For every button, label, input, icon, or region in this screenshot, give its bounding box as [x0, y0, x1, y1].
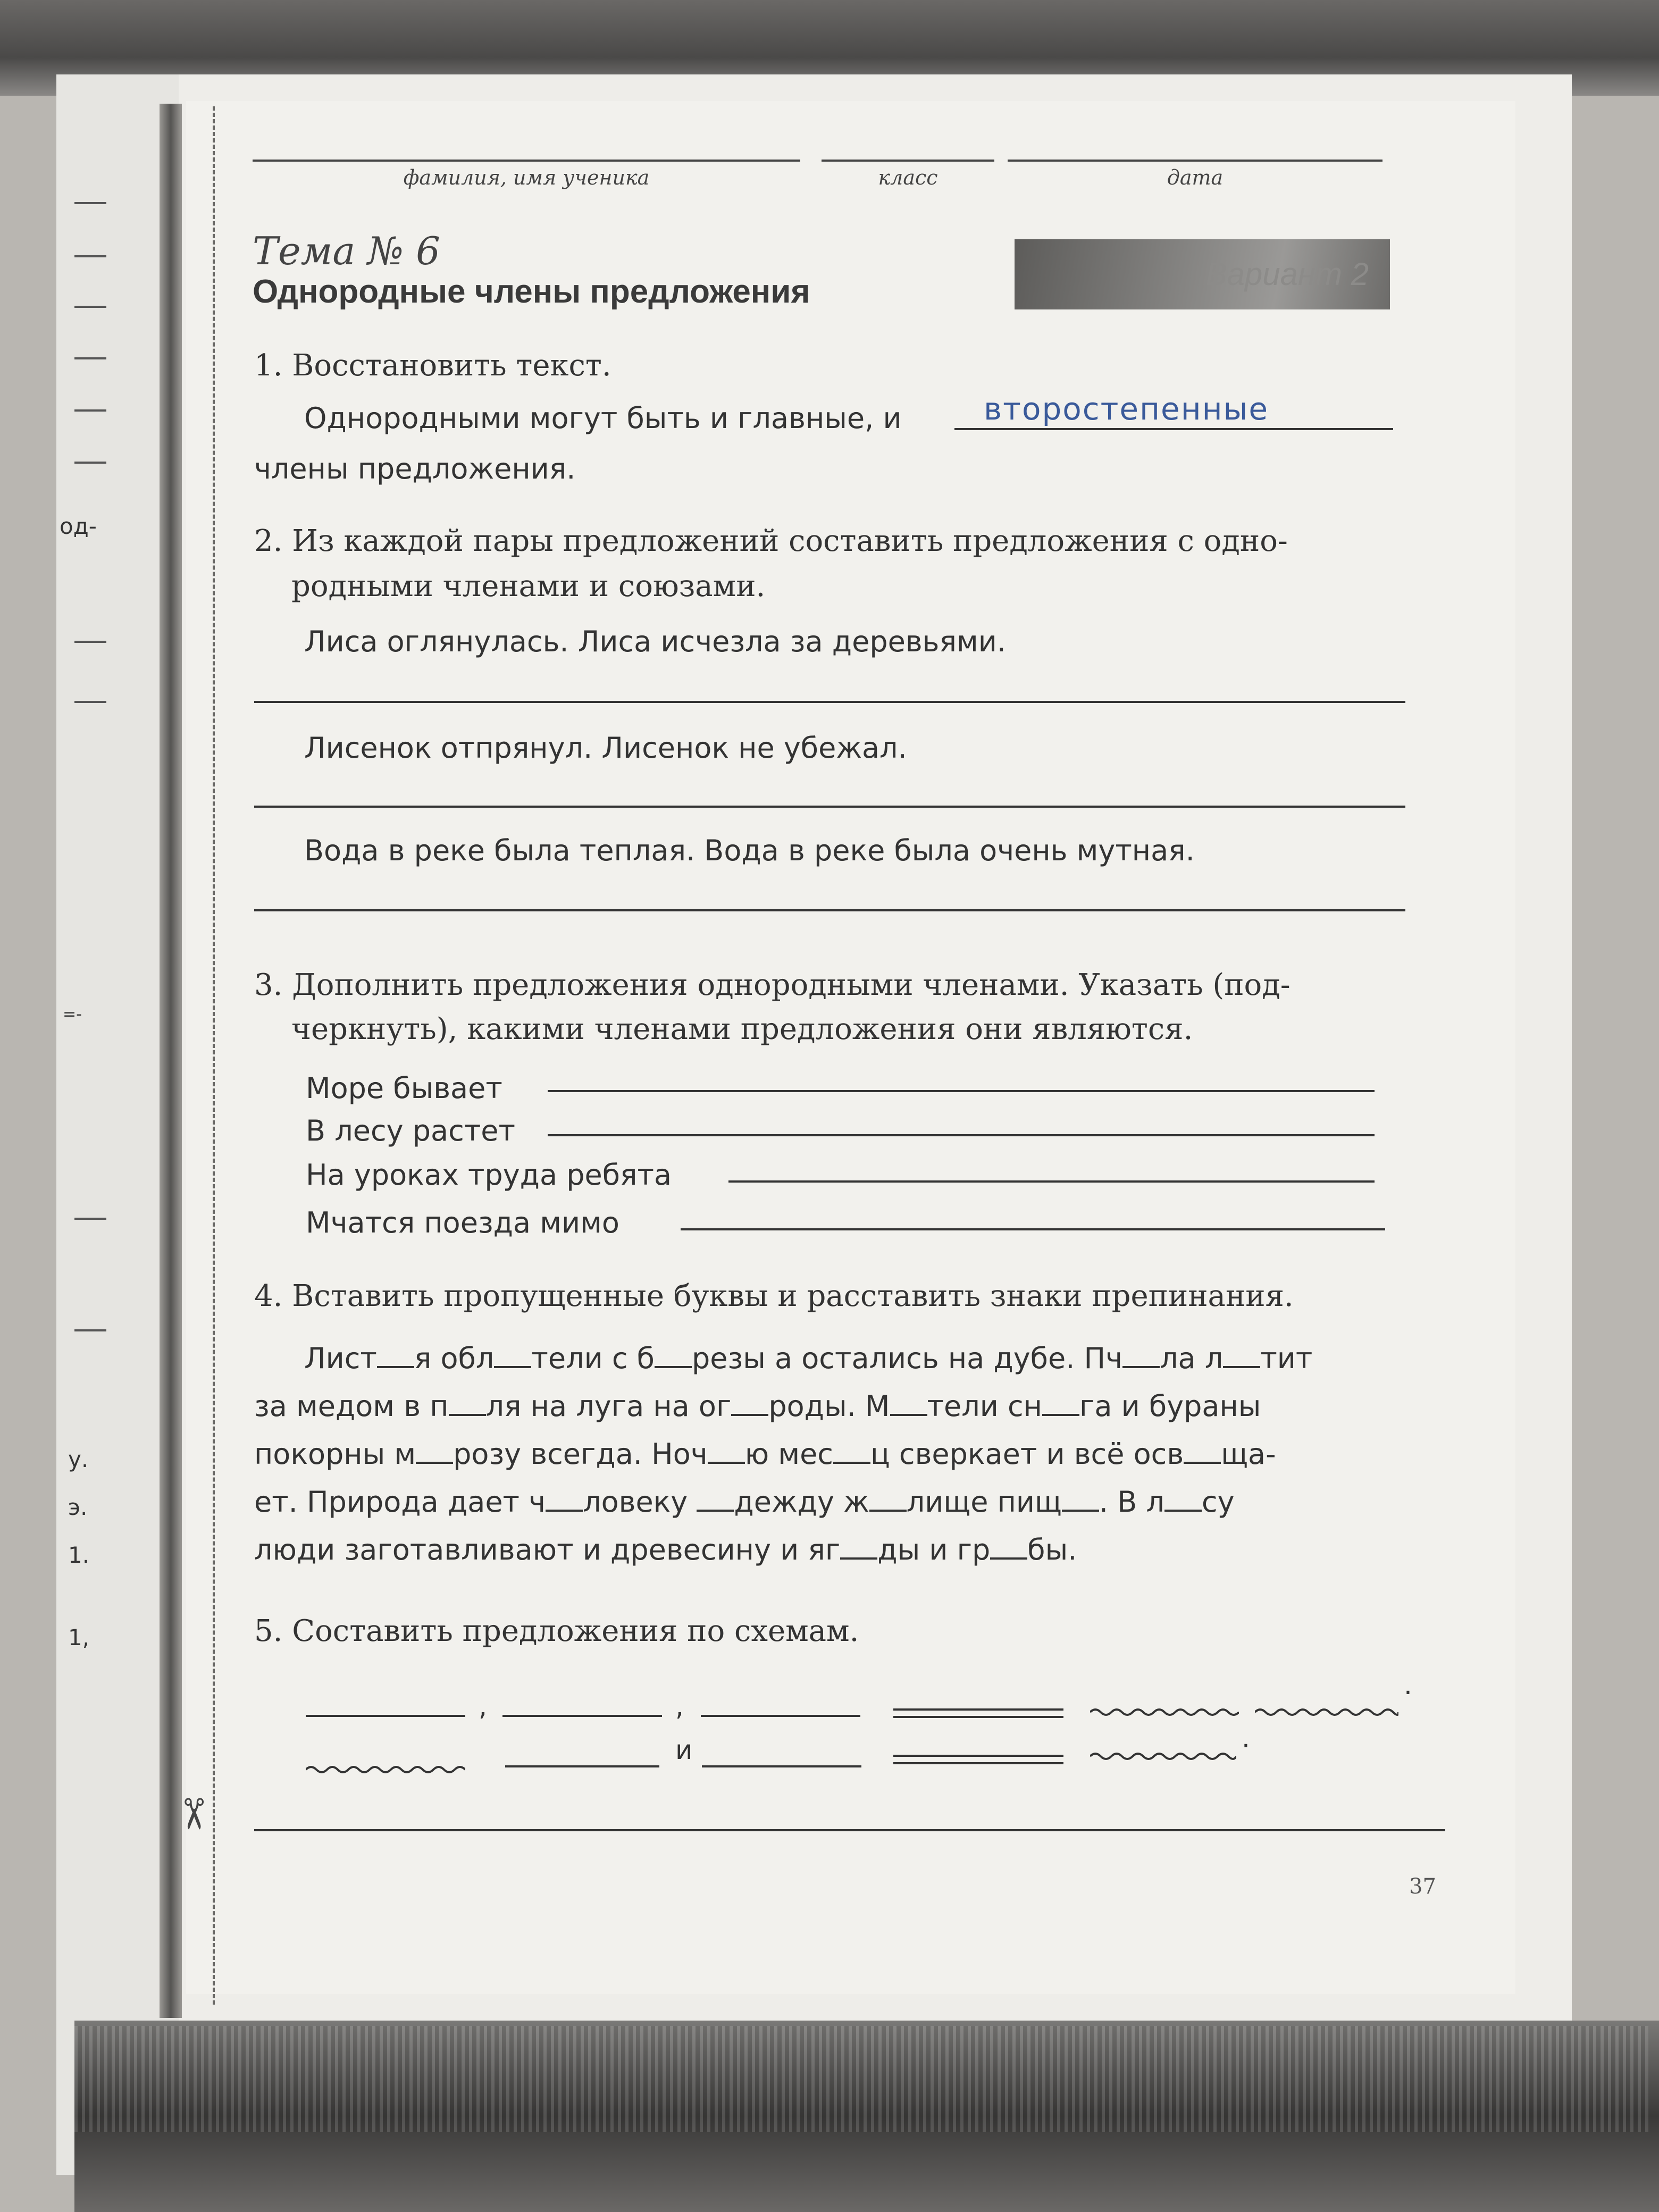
task-5-answer-line[interactable] [254, 1829, 1445, 1831]
scheme-conjunction: и [675, 1735, 693, 1765]
task-1-text-end: члены предложения. [254, 452, 576, 485]
task-2-answer-line-1[interactable] [254, 701, 1405, 703]
scheme-subject-line [502, 1715, 662, 1717]
task-4-line-3: покорны м розу всегда. Ноч ю мес ц сверкает и всё осв ща- [254, 1437, 1276, 1471]
task-4-line-2: за медом в п ля на луга на ог роды. М тели сн га и бураны [254, 1389, 1261, 1423]
margin-line [74, 409, 106, 412]
scheme-period: . [1404, 1670, 1412, 1700]
letter-gap[interactable] [1184, 1462, 1221, 1464]
date-field[interactable] [1008, 160, 1382, 162]
task-2-answer-line-3[interactable] [254, 909, 1405, 911]
task-2-answer-line-2[interactable] [254, 806, 1405, 808]
variant-badge: Вариант 2 [1015, 239, 1390, 309]
margin-line [74, 701, 106, 703]
task-1-text: Однородными могут быть и главные, и [304, 401, 902, 435]
letter-gap[interactable] [1122, 1366, 1160, 1368]
task-3-answer-line-4[interactable] [681, 1228, 1385, 1230]
task-5-heading: 5. Составить предложения по схемам. [254, 1614, 859, 1648]
letter-gap[interactable] [416, 1462, 453, 1464]
topic-number: Тема № 6 [253, 229, 440, 273]
student-name-field[interactable] [253, 160, 800, 162]
page-number: 37 [1409, 1874, 1436, 1899]
scheme-comma: , [675, 1691, 684, 1722]
scheme-comma: , [479, 1691, 487, 1722]
margin-line [74, 255, 106, 257]
scheme-subject-line [505, 1765, 659, 1767]
margin-line [74, 202, 106, 204]
margin-text: =- [63, 1005, 82, 1024]
scheme-subject-line [701, 1715, 860, 1717]
task-4-line-5: люди заготавливают и древесину и яг ды и гр бы. [254, 1533, 1077, 1566]
task-2-pair-2: Лисенок отпрянул. Лисенок не убежал. [304, 731, 907, 765]
task-2-heading-cont: родными членами и союзами. [291, 569, 766, 604]
task-3-item-3: На уроках труда ребята [306, 1158, 672, 1192]
letter-gap[interactable] [1042, 1414, 1079, 1416]
class-label: класс [878, 166, 938, 189]
letter-gap[interactable] [890, 1414, 927, 1416]
margin-line [74, 1329, 106, 1331]
letter-gap[interactable] [731, 1414, 768, 1416]
task-3-item-2: В лесу растет [306, 1114, 515, 1147]
margin-line [74, 462, 106, 464]
letter-gap[interactable] [494, 1366, 531, 1368]
task-3-item-1: Море бывает [306, 1071, 502, 1105]
scheme-wavy-line [1090, 1751, 1236, 1762]
letter-gap[interactable] [1062, 1510, 1099, 1512]
letter-gap[interactable] [697, 1510, 734, 1512]
margin-text: 1, [68, 1624, 90, 1650]
task-2-heading: 2. Из каждой пары предложений составить предложения с одно- [254, 524, 1288, 558]
letter-gap[interactable] [990, 1557, 1027, 1560]
class-field[interactable] [822, 160, 994, 162]
task-4-line-1: Лист я обл тели с б резы а остались на дубе. Пч ла л тит [304, 1342, 1313, 1375]
student-name-label: фамилия, имя ученика [403, 166, 650, 189]
task-3-answer-line-2[interactable] [548, 1134, 1375, 1136]
task-1-heading: 1. Восстановить текст. [254, 348, 611, 383]
task-4-line-4: ет. Природа дает ч ловеку дежду ж лище пищ . В л су [254, 1485, 1235, 1519]
topic-title: Однородные члены предложения [253, 273, 810, 310]
letter-gap[interactable] [869, 1510, 907, 1512]
task-4-paragraph [254, 1335, 1440, 1574]
scheme-wavy-line [306, 1764, 465, 1775]
task-3-item-4: Мчатся поезда мимо [306, 1206, 619, 1239]
margin-text: 1. [68, 1542, 90, 1568]
letter-gap[interactable] [449, 1414, 486, 1416]
task-3-heading-cont: черкнуть), какими членами предложения они являются. [291, 1012, 1193, 1046]
letter-gap[interactable] [1164, 1510, 1202, 1512]
scheme-predicate-line [893, 1755, 1063, 1764]
margin-line [74, 1218, 106, 1220]
task-3-answer-line-1[interactable] [548, 1090, 1375, 1092]
scheme-predicate-line [893, 1708, 1063, 1718]
margin-line [74, 641, 106, 643]
letter-gap[interactable] [1223, 1366, 1260, 1368]
cut-line [213, 106, 215, 2005]
scheme-period: . [1242, 1723, 1250, 1754]
margin-line [74, 306, 106, 308]
book-spine [160, 104, 182, 2018]
task-1-answer-line[interactable] [954, 428, 1393, 430]
letter-gap[interactable] [655, 1366, 692, 1368]
scheme-subject-line [702, 1765, 861, 1767]
margin-text: од- [60, 513, 97, 539]
letter-gap[interactable] [377, 1366, 414, 1368]
scheme-wavy-line [1090, 1707, 1239, 1717]
task-2-pair-3: Вода в реке была теплая. Вода в реке была очень мутная. [304, 834, 1195, 867]
letter-gap[interactable] [708, 1462, 745, 1464]
margin-text: у. [68, 1446, 89, 1472]
margin-line [74, 357, 106, 359]
letter-gap[interactable] [546, 1510, 583, 1512]
task-2-pair-1: Лиса оглянулась. Лиса исчезла за деревьями. [304, 625, 1006, 658]
task-3-answer-line-3[interactable] [728, 1180, 1375, 1183]
date-label: дата [1167, 166, 1224, 189]
letter-gap[interactable] [833, 1462, 870, 1464]
task-1-handwritten-answer: второстепенные [984, 391, 1269, 427]
scheme-subject-line [306, 1715, 465, 1717]
scan-stripe [74, 2026, 1648, 2132]
margin-text: э. [68, 1494, 88, 1520]
letter-gap[interactable] [840, 1557, 877, 1560]
task-4-heading: 4. Вставить пропущенные буквы и расставить знаки препинания. [254, 1279, 1294, 1313]
scissors-icon: ✂ [170, 1796, 217, 1832]
scheme-wavy-line [1255, 1707, 1398, 1717]
task-3-heading: 3. Дополнить предложения однородными членами. Указать (под- [254, 968, 1291, 1002]
